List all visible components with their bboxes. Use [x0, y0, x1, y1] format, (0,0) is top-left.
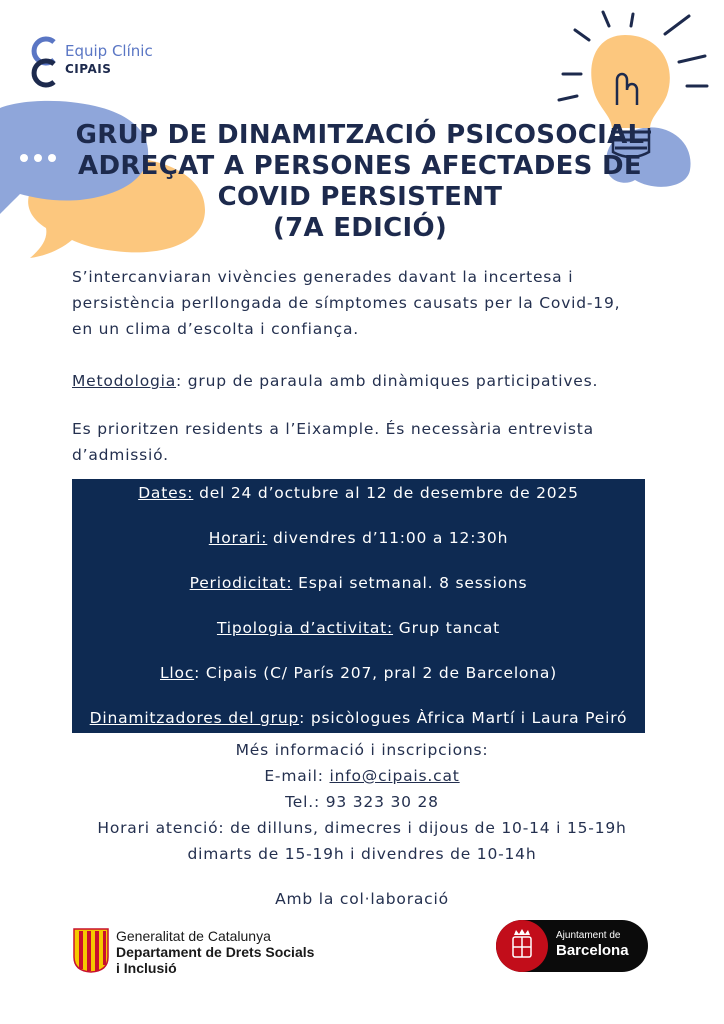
intro-paragraph [72, 264, 652, 342]
page-title [40, 120, 680, 244]
hours-line2: dimarts de 15-19h i divendres de 10-14h [187, 845, 537, 863]
intro-line2: persistència perllongada de símptomes causats per la Covid-19, [72, 294, 621, 312]
detail-value: del 24 d’octubre al 12 de desembre de 2025 [193, 484, 579, 502]
barcelona-logo [496, 920, 648, 972]
ajuntament-line2: Barcelona [556, 942, 629, 959]
gencat-line2: Departament de Drets Socials [116, 944, 315, 960]
priority-line2: d’admissió. [72, 446, 169, 464]
title-line2: ADREÇAT A PERSONES AFECTADES DE [78, 151, 642, 181]
detail-value: divendres d’11:00 a 12:30h [267, 529, 509, 547]
phone-text: Tel.: 93 323 30 28 [285, 793, 439, 811]
detail-row-type [72, 619, 645, 637]
logo-line2: CIPAIS [65, 62, 112, 76]
detail-label: Periodicitat: [189, 574, 293, 592]
detail-value: : Cipais (C/ París 207, pral 2 de Barcelona) [194, 664, 557, 682]
detail-row-place [72, 664, 645, 682]
title-line4: (7A EDICIÓ) [272, 213, 448, 243]
detail-label: Tipologia d’activitat: [216, 619, 394, 637]
hours-line1: Horari atenció: de dilluns, dimecres i dijous de 10-14 i 15-19h [97, 819, 627, 837]
gencat-flag-icon [72, 927, 110, 973]
barcelona-crest-icon [496, 920, 548, 972]
gencat-line1: Generalitat de Catalunya [116, 928, 271, 944]
methodology-text: : grup de paraula amb dinàmiques participatives. [176, 372, 599, 390]
detail-row-facilitators [72, 709, 645, 727]
ajuntament-line1: Ajuntament de [556, 930, 621, 941]
priority-paragraph [72, 416, 652, 468]
priority-line1: Es prioritzen residents a l’Eixample. És necessària entrevista [72, 420, 594, 438]
title-line3: COVID PERSISTENT [217, 182, 503, 212]
intro-line3: en un clima d’escolta i confiança. [72, 320, 360, 338]
gencat-logo [72, 926, 332, 974]
detail-label: Dates: [138, 484, 194, 502]
cipais-logo [28, 36, 168, 88]
detail-label: Lloc [160, 664, 195, 682]
collaboration-text: Amb la col·laboració [275, 890, 449, 908]
email-label: E-mail: [264, 767, 330, 785]
email-link[interactable]: info@cipais.cat [329, 767, 460, 785]
methodology-label: Metodologia [72, 372, 177, 390]
methodology-paragraph [72, 368, 652, 394]
detail-label: Dinamitzadores del grup [89, 709, 300, 727]
detail-value: Grup tancat [393, 619, 501, 637]
detail-value: : psicòlogues Àfrica Martí i Laura Peiró [299, 709, 628, 727]
logo-line1: Equip Clínic [65, 42, 153, 60]
title-line1: GRUP DE DINAMITZACIÓ PSICOSOCIAL [75, 120, 645, 150]
intro-line1: S’intercanviaran vivències generades davant la incertesa i [72, 268, 574, 286]
detail-label: Horari: [208, 529, 268, 547]
details-box [72, 479, 645, 733]
detail-row-schedule [72, 529, 645, 547]
detail-row-periodicity [72, 574, 645, 592]
more-info-text: Més informació i inscripcions: [235, 741, 489, 759]
email-line [0, 767, 724, 785]
gencat-line3: i Inclusió [116, 960, 177, 976]
detail-value: Espai setmanal. 8 sessions [292, 574, 528, 592]
detail-row-dates [72, 484, 645, 502]
cipais-logo-icon [28, 36, 62, 88]
